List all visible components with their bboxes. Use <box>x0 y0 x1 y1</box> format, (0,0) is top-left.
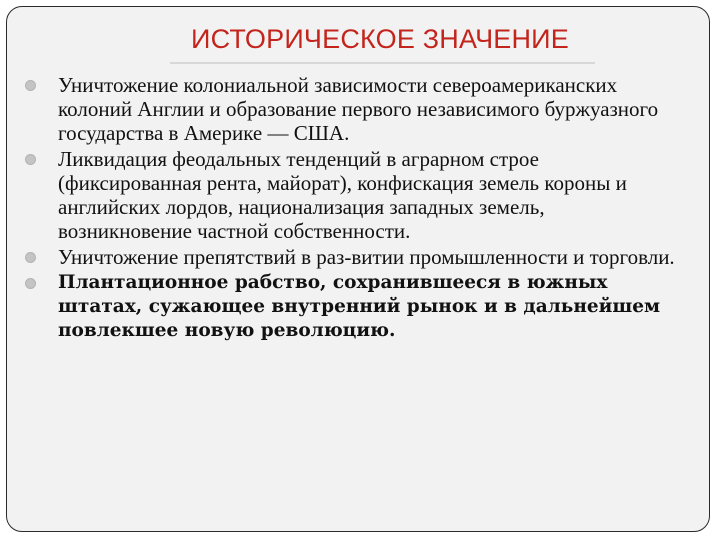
bullet-dot-icon <box>25 154 36 165</box>
bullet-text: Уничтожение препятствий в раз-витии промышленности и торговли. <box>58 245 675 269</box>
bullet-text: Плантационное рабство, сохранившееся в южных штатах, сужающее внутренний рынок и в дальнейшем повлекшее новую революцию. <box>58 272 661 341</box>
bullet-list <box>23 73 683 345</box>
bullet-item <box>23 147 683 243</box>
bullet-text: Ликвидация феодальных тенденций в аграрном строе (фиксированная рента, майорат), конфискация земель короны и английских лордов, национализация западных земель, возникновение частной собственности. <box>58 147 627 243</box>
bullet-dot-icon <box>25 278 36 289</box>
bullet-dot-icon <box>25 252 36 263</box>
bullet-text: Уничтожение колониальной зависимости североамериканских колоний Англии и образование первого независимого буржуазного государства в Америке — США. <box>58 73 659 145</box>
title-divider <box>170 62 595 64</box>
bullet-dot-icon <box>25 80 36 91</box>
bullet-item <box>23 245 683 269</box>
bullet-item <box>23 271 683 343</box>
slide-title: ИСТОРИЧЕСКОЕ ЗНАЧЕНИЕ <box>191 24 569 54</box>
bullet-item <box>23 73 683 145</box>
